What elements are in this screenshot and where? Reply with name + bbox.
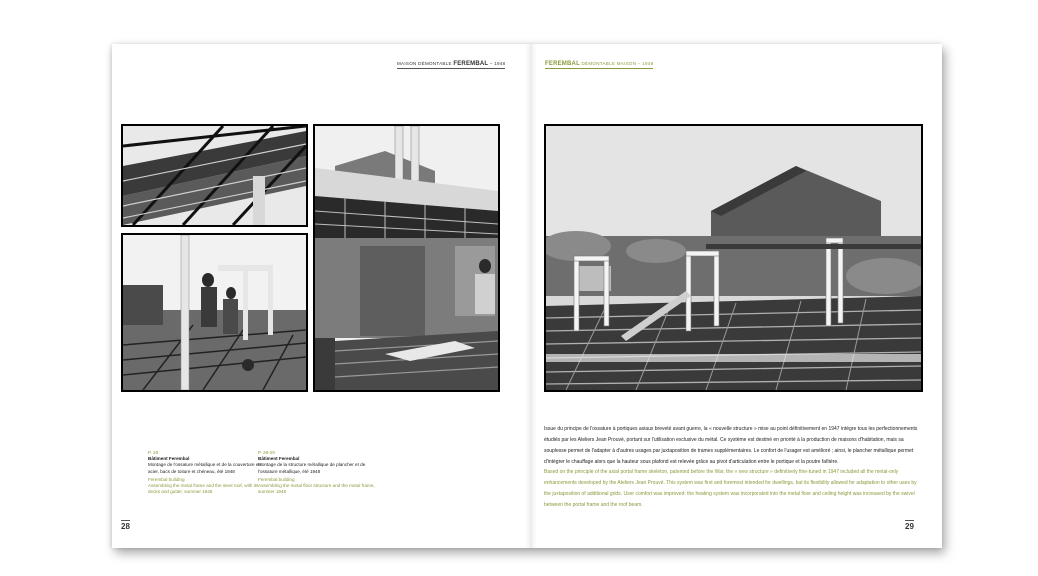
photo-roof-frame bbox=[121, 124, 308, 227]
body-text-french: Issue du principe de l'ossature à portiques axiaux breveté avant guerre, la « nouvelle structure » mise au point définitivement en 1947 intègre tous les perfectionnements étudiés par les Ateliers Jean Prouvé, portant sur l'utilisation exclusive du métal. Ce système est destiné en priorité à la production de maisons d'habitation, mais sa souplesse permet de l'adapter à d'autres usages par juxtaposition de trames supplémentaires. Le confort de l'usager est amélioré ; ainsi, le plancher métallique permet d'intégrer le chauffage alors que la hauteur sous plafond est relevée grâce au pivot d'articulation entre le portique et la poutre faîtière. bbox=[544, 426, 918, 465]
body-text-english: Based on the principle of the axial portal frame skeleton, patented before the War, the « new structure » definitively fine-tuned in 1947 included all the metal-only enhancements developed by the Ateliers Jean Prouvé. This system was first and foremost intended for dwellings, but its flexibility allowed for adaptation to other uses by the juxtaposition of additional grids. User comfort was improved: the heating system was incorporated into the metal floor and ceiling height was increased by the swivel between the portal frame and the roof beam. bbox=[544, 469, 917, 508]
running-head-right-big: FEREMBAL bbox=[545, 61, 580, 67]
caption-right-fr: Montage de la structure métallique de plancher et de l'ossature métallique, été 1948 bbox=[258, 462, 366, 474]
photo-construction-site bbox=[313, 124, 500, 392]
running-head-left bbox=[397, 61, 505, 69]
caption-left-ref: P. 26 bbox=[148, 450, 159, 455]
caption-left-en: Assembling the metal frame and the steel roof, with its decks and gutter, summer 1948 bbox=[148, 483, 259, 495]
caption-right bbox=[258, 450, 376, 495]
photo-workers-frame-image bbox=[123, 235, 306, 390]
photo-metal-floor-image bbox=[546, 126, 921, 390]
caption-left-en-title: Ferembal building bbox=[148, 476, 185, 482]
caption-left bbox=[148, 450, 266, 495]
gutter bbox=[525, 44, 537, 548]
caption-right-ref: P. 28-29 bbox=[258, 450, 275, 455]
photo-workers-frame bbox=[121, 233, 308, 392]
caption-right-en-title: Ferembal building bbox=[258, 476, 295, 482]
running-head-left-year: – 1948 bbox=[489, 61, 506, 66]
photo-roof-frame-image bbox=[123, 126, 306, 225]
caption-left-title: Bâtiment Ferembal bbox=[148, 456, 190, 462]
running-head-right bbox=[545, 61, 653, 69]
photo-construction-site-image bbox=[315, 126, 498, 390]
page-number-right: 29 bbox=[905, 522, 914, 531]
running-head-right-small: DÉMONTABLE MAISON – 1948 bbox=[581, 61, 654, 66]
running-head-left-big: FEREMBAL bbox=[453, 61, 489, 67]
running-head-left-small: MAISON DÉMONTABLE bbox=[397, 61, 452, 66]
caption-right-en: Assembling the metal floor structure and the metal frame, summer 1948 bbox=[258, 483, 375, 495]
page-number-left: 28 bbox=[121, 522, 130, 531]
caption-left-fr: Montage de l'ossature métallique et de la couverture en acier, bacs de toiture et chéneau, été 1948 bbox=[148, 462, 261, 474]
caption-right-title: Bâtiment Ferembal bbox=[258, 456, 300, 462]
photo-metal-floor bbox=[544, 124, 923, 392]
